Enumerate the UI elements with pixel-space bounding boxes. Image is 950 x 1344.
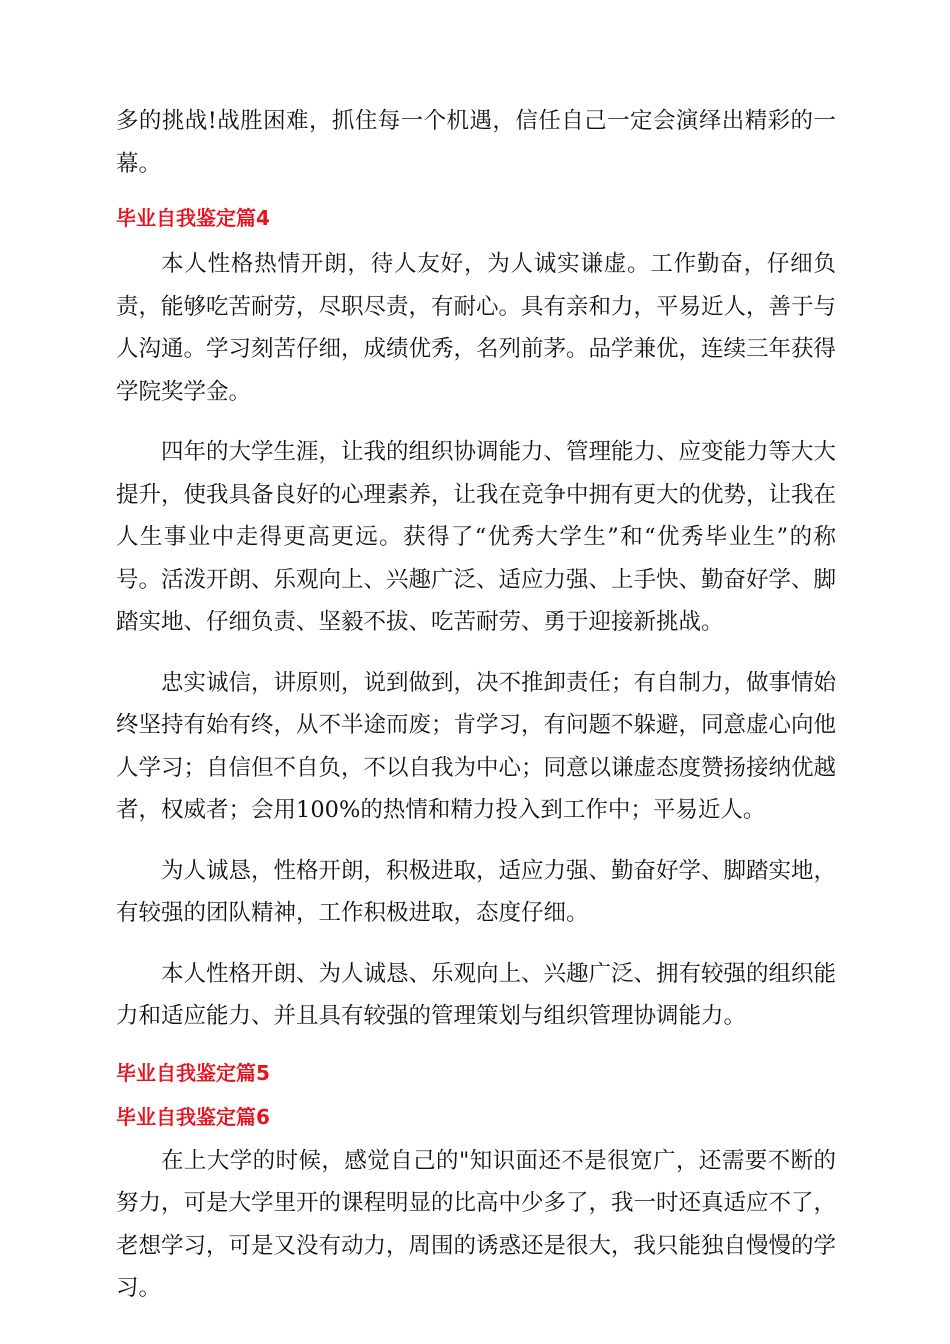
paragraph-4-2: 四年的大学生涯，让我的组织协调能力、管理能力、应变能力等大大提升，使我具备良好的心理素养，让我在竞争中拥有更大的优势，让我在人生事业中走得更高更远。获得了“优秀大学生”和“优秀毕业生”的称号。活泼开朗、乐观向上、兴趣广泛、适应力强、上手快、勤奋好学、脚踏实地、仔细负责、坚毅不拔、吃苦耐劳、勇于迎接新挑战。 [116,439,837,635]
section-heading-4: 毕业自我鉴定篇4 [116,206,270,230]
section-heading-6: 毕业自我鉴定篇6 [116,1104,270,1129]
paragraph-4-1: 本人性格热情开朗，待人友好，为人诚实谦虚。工作勤奋，仔细负责，能够吃苦耐劳，尽职尽责，有耐心。具有亲和力，平易近人，善于与人沟通。学习刻苦仔细，成绩优秀，名列前茅。品学兼优，连续三年获得学院奖学金。 [116,251,837,405]
paragraph-4-5: 本人性格开朗、为人诚恳、乐观向上、兴趣广泛、拥有较强的组织能力和适应能力、并且具有较强的管理策划与组织管理协调能力。 [116,960,837,1029]
section-heading-5: 毕业自我鉴定篇5 [116,1060,270,1085]
paragraph-6-1: 在上大学的时候，感觉自己的"知识面还不是很宽广，还需要不断的努力，可是大学里开的课程明显的比高中少多了，我一时还真适应不了，老想学习，可是又没有动力，周围的诱惑还是很大，我只能独自慢慢的学习。 [116,1147,837,1301]
paragraph-4-4: 为人诚恳，性格开朗，积极进取，适应力强、勤奋好学、脚踏实地，有较强的团队精神，工作积极进取，态度仔细。 [116,857,837,926]
document-page [116,100,836,1328]
paragraph-intro-tail: 多的挑战!战胜困难，抓住每一个机遇，信任自己一定会演绎出精彩的一幕。 [116,108,836,177]
paragraph-4-3: 忠实诚信，讲原则，说到做到，决不推卸责任；有自制力，做事情始终坚持有始有终，从不半途而废；肯学习，有问题不躲避，同意虚心向他人学习；自信但不自负，不以自我为中心；同意以谦虚态度赞扬接纳优越者，权威者；会用100%的热情和精力投入到工作中；平易近人。 [116,669,837,823]
